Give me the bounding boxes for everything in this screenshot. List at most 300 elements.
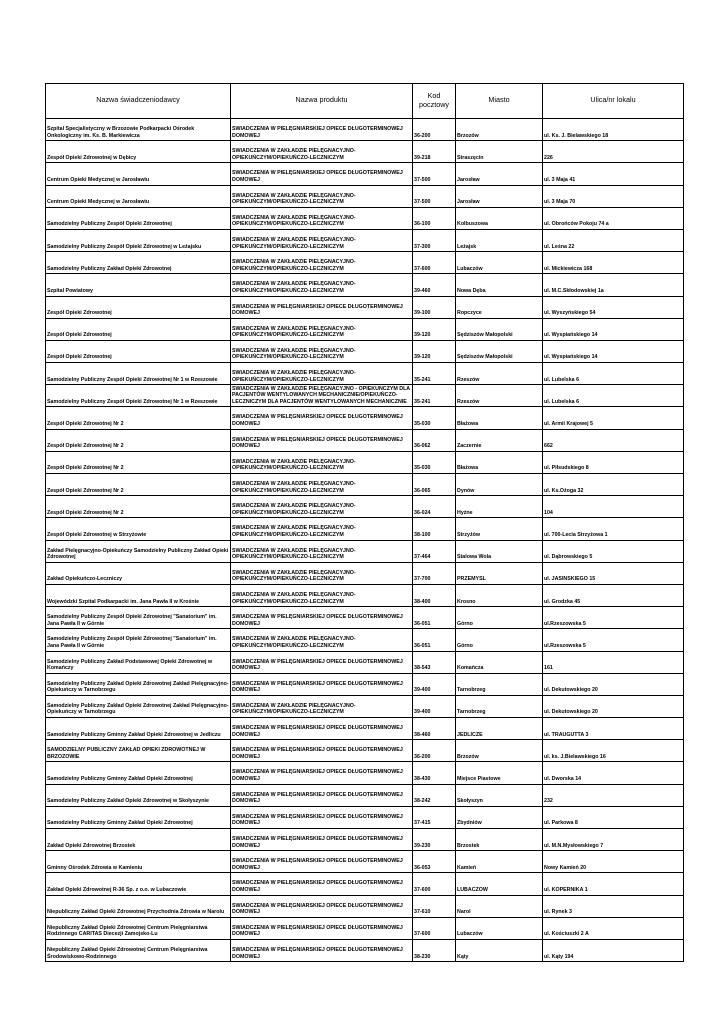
product-cell	[231, 718, 413, 740]
street-cell	[543, 340, 684, 362]
city-cell	[456, 917, 543, 939]
city-cell-text: Jarosław	[457, 199, 480, 206]
postal-code-cell	[413, 607, 456, 629]
product-cell	[231, 540, 413, 562]
city-cell-text: Lubaczów	[457, 931, 483, 938]
postal-code-cell	[413, 584, 456, 606]
postal-code-cell-text: 39-400	[414, 687, 431, 694]
city-cell	[456, 185, 543, 207]
product-cell	[231, 651, 413, 673]
street-cell	[543, 584, 684, 606]
city-cell-text: Rzeszów	[457, 398, 480, 405]
table-row	[46, 651, 684, 673]
postal-code-cell	[413, 429, 456, 451]
product-cell-text: ŚWIADCZENIA W ZAKŁADZIE PIELĘGNACYJNO-OPIEKUŃCZYM/OPIEKUŃCZO-LECZNICZYM	[232, 236, 356, 250]
product-cell-text: ŚWIADCZENIA W PIELĘGNIARSKIEJ OPIECE DŁUGOTERMINOWEJ DOMOWEJ	[232, 880, 403, 893]
city-cell-text: Stalowa Wola	[457, 554, 492, 561]
table-row	[46, 939, 684, 961]
postal-code-cell	[413, 784, 456, 806]
product-cell	[231, 163, 413, 185]
city-cell-text: Rzeszów	[457, 376, 480, 383]
provider-cell	[46, 518, 231, 540]
provider-cell	[46, 429, 231, 451]
street-cell	[543, 119, 684, 141]
table-row	[46, 207, 684, 229]
postal-code-cell-text: 37-600	[414, 886, 431, 893]
street-cell-text: ul. JASIŃSKIEGO 15	[544, 576, 596, 583]
street-cell-text: ul. Ks.Ożoga 32	[544, 487, 584, 494]
postal-code-cell	[413, 718, 456, 740]
street-cell	[543, 141, 684, 163]
street-cell	[543, 318, 684, 340]
city-cell	[456, 518, 543, 540]
provider-cell	[46, 496, 231, 518]
product-cell-text: ŚWIADCZENIA W PIELĘGNIARSKIEJ OPIECE DŁUGOTERMINOWEJ DOMOWEJ	[232, 747, 403, 760]
provider-cell	[46, 784, 231, 806]
provider-cell	[46, 474, 231, 496]
street-cell-text: ul. 3 Maja 41	[544, 176, 576, 183]
street-cell	[543, 185, 684, 207]
street-cell	[543, 252, 684, 274]
postal-code-cell	[413, 851, 456, 873]
postal-code-cell-text: 39-120	[414, 332, 431, 339]
postal-code-cell-text: 38-543	[414, 665, 431, 672]
street-cell	[543, 673, 684, 695]
street-cell-text: Nowy Kamień 20	[544, 864, 587, 871]
table-row	[46, 496, 684, 518]
product-cell	[231, 496, 413, 518]
provider-cell	[46, 451, 231, 473]
table-row	[46, 806, 684, 828]
table-row	[46, 229, 684, 251]
provider-cell-text: Samodzielny Publiczny Zakład Opieki Zdrowotnej Zakład Pielęgnacyjno-Opiekuńczy w Tarnobrzegu	[47, 702, 229, 716]
provider-cell	[46, 363, 231, 385]
table-row	[46, 340, 684, 362]
street-cell	[543, 895, 684, 917]
city-cell	[456, 229, 543, 251]
product-cell-text: ŚWIADCZENIA W PIELĘGNIARSKIEJ OPIECE DŁUGOTERMINOWEJ DOMOWEJ	[232, 658, 403, 672]
postal-code-cell	[413, 185, 456, 207]
product-cell	[231, 141, 413, 163]
street-cell	[543, 229, 684, 251]
table-row	[46, 562, 684, 584]
postal-code-cell	[413, 806, 456, 828]
street-cell	[543, 496, 684, 518]
provider-cell	[46, 762, 231, 784]
provider-cell-text: Zespół Opieki Zdrowotnej Nr 2	[47, 443, 124, 450]
provider-cell	[46, 274, 231, 296]
product-cell-text: ŚWIADCZENIA W ZAKŁADZIE PIELĘGNACYJNO-OPIEKUŃCZYM/OPIEKUŃCZO-LECZNICZYM	[232, 569, 356, 583]
street-cell-text: ul.Rzeszowska 5	[544, 642, 586, 649]
provider-cell-text: Zespół Opieki Zdrowotnej Nr 2	[47, 487, 124, 494]
product-cell	[231, 474, 413, 496]
product-cell	[231, 451, 413, 473]
product-cell	[231, 207, 413, 229]
provider-cell-text: Zespół Opieki Zdrowotnej	[47, 354, 112, 361]
table-row	[46, 119, 684, 141]
table-row	[46, 518, 684, 540]
city-cell-text: Tarnobrzeg	[457, 709, 486, 716]
city-cell-text: Miejsce Piastowe	[457, 776, 501, 783]
product-cell	[231, 185, 413, 207]
city-cell-text: Straszęcin	[457, 154, 484, 161]
city-cell-text: Tarnobrzeg	[457, 687, 486, 694]
city-cell	[456, 163, 543, 185]
city-cell-text: Narol	[457, 909, 471, 916]
city-cell-text: Dynów	[457, 487, 475, 494]
provider-cell	[46, 917, 231, 939]
provider-cell-text: Niepubliczny Zakład Opieki Zdrowotnej Centrum Pielęgniarstwa Rodzinnego CARITAS Diecezji Zamojsko-Lu	[47, 924, 208, 938]
city-cell	[456, 141, 543, 163]
product-cell-text: ŚWIADCZENIA W ZAKŁADZIE PIELĘGNACYJNO-OPIEKUŃCZYM/OPIEKUŃCZO-LECZNICZYM	[232, 148, 356, 161]
product-cell-text: ŚWIADCZENIA W PIELĘGNIARSKIEJ OPIECE DŁUGOTERMINOWEJ DOMOWEJ	[232, 791, 403, 805]
street-cell-text: ul. ks. J.Bielawskiego 16	[544, 753, 606, 760]
provider-cell	[46, 207, 231, 229]
provider-cell	[46, 607, 231, 629]
table-row	[46, 718, 684, 740]
street-cell-text: ul. Mickiewicza 168	[544, 265, 593, 272]
postal-code-cell-text: 36-062	[414, 443, 431, 450]
provider-cell	[46, 651, 231, 673]
street-cell-text: ul. Lubelska 6	[544, 376, 580, 383]
product-cell-text: ŚWIADCZENIA W PIELĘGNIARSKIEJ OPIECE DŁUGOTERMINOWEJ DOMOWEJ	[232, 436, 403, 450]
product-cell-text: ŚWIADCZENIA W ZAKŁADZIE PIELĘGNACYJNO-OPIEKUŃCZYM/OPIEKUŃCZO-LECZNICZYM	[232, 192, 356, 206]
postal-code-cell	[413, 207, 456, 229]
city-cell	[456, 607, 543, 629]
table-row	[46, 451, 684, 473]
product-cell-text: ŚWIADCZENIA W ZAKŁADZIE PIELĘGNACYJNO-OPIEKUŃCZYM/OPIEKUŃCZO-LECZNICZYM	[232, 702, 356, 716]
product-cell-text: ŚWIADCZENIA W ZAKŁADZIE PIELĘGNACYJNO - OPIEKUŃCZYM DLA PACJENTÓW WENTYLOWANYCH MECHANICZNIE/OPIEKUŃCZO-LECZNICZYM DLA PACJENTÓW WENTYLOWANYCH MECHANICZNIE	[232, 385, 410, 405]
table-row	[46, 274, 684, 296]
provider-cell	[46, 407, 231, 429]
provider-cell	[46, 163, 231, 185]
city-cell-text: PRZEMYŚL	[457, 576, 486, 583]
product-cell-text: ŚWIADCZENIA W ZAKŁADZIE PIELĘGNACYJNO-OPIEKUŃCZYM/OPIEKUŃCZO-LECZNICZYM	[232, 525, 356, 538]
street-cell-text: ul. KOPERNIKA 1	[544, 886, 588, 893]
street-cell	[543, 407, 684, 429]
street-cell	[543, 873, 684, 895]
city-cell-text: Górno	[457, 642, 473, 649]
postal-code-cell-text: 37-500	[414, 199, 431, 206]
city-cell-text: Brzostek	[457, 842, 480, 849]
postal-code-cell-text: 35-030	[414, 465, 431, 472]
provider-cell-text: Samodzielny Publiczny Zespół Opieki Zdrowotnej "Sanatorium" im. Jana Pawła II w Górnie	[47, 636, 217, 649]
provider-cell-text: Niepubliczny Zakład Opieki Zdrowotnej Przychodnia Zdrowia w Narolu	[47, 909, 225, 916]
table-row	[46, 784, 684, 806]
provider-cell	[46, 229, 231, 251]
city-cell	[456, 429, 543, 451]
provider-cell-text: Centrum Opieki Medycznej w Jarosławiu	[47, 199, 150, 206]
product-cell-text: ŚWIADCZENIA W PIELĘGNIARSKIEJ OPIECE DŁUGOTERMINOWEJ DOMOWEJ	[232, 946, 403, 960]
table-row	[46, 185, 684, 207]
postal-code-cell	[413, 496, 456, 518]
product-cell	[231, 939, 413, 961]
provider-cell	[46, 829, 231, 851]
provider-cell-text: Samodzielny Publiczny Zespół Opieki Zdrowotnej Nr 1 w Rzeszowie	[47, 398, 218, 405]
city-cell-text: Górno	[457, 620, 473, 627]
product-cell-text: ŚWIADCZENIA W PIELĘGNIARSKIEJ OPIECE DŁUGOTERMINOWEJ DOMOWEJ	[232, 924, 403, 938]
product-cell-text: ŚWIADCZENIA W ZAKŁADZIE PIELĘGNACYJNO-OPIEKUŃCZYM/OPIEKUŃCZO-LECZNICZYM	[232, 547, 356, 561]
postal-code-cell	[413, 695, 456, 717]
postal-code-cell-text: 36-024	[414, 509, 431, 516]
city-cell	[456, 784, 543, 806]
street-cell-text: ul. Wyspiańskiego 14	[544, 332, 598, 339]
city-cell	[456, 385, 543, 407]
product-cell-text: ŚWIADCZENIA W PIELĘGNIARSKIEJ OPIECE DŁUGOTERMINOWEJ DOMOWEJ	[232, 769, 403, 783]
provider-cell	[46, 340, 231, 362]
postal-code-cell-text: 38-230	[414, 953, 431, 960]
city-cell-text: Kamień	[457, 864, 477, 871]
product-cell	[231, 407, 413, 429]
city-cell	[456, 562, 543, 584]
postal-code-cell-text: 37-415	[414, 820, 431, 827]
city-cell-text: Skołyszyn	[457, 798, 483, 805]
city-cell	[456, 740, 543, 762]
product-cell-text: ŚWIADCZENIA W PIELĘGNIARSKIEJ OPIECE DŁUGOTERMINOWEJ DOMOWEJ	[232, 680, 403, 694]
postal-code-cell-text: 37-610	[414, 909, 431, 916]
provider-cell-text: Centrum Opieki Medycznej w Jarosławiu	[47, 176, 150, 183]
postal-code-cell-text: 36-100	[414, 221, 431, 228]
city-cell	[456, 318, 543, 340]
postal-code-cell-text: 37-300	[414, 243, 431, 250]
street-cell	[543, 518, 684, 540]
street-cell	[543, 474, 684, 496]
provider-cell-text: Niepubliczny Zakład Opieki Zdrowotnej Centrum Pielęgniarstwa Środowiskowo-Rodzinnego	[47, 946, 208, 960]
city-cell-text: Kąty	[457, 953, 469, 960]
product-cell	[231, 274, 413, 296]
table-row	[46, 895, 684, 917]
postal-code-cell	[413, 673, 456, 695]
provider-cell-text: Samodzielny Publiczny Zakład Opieki Zdrowotnej Zakład Pielęgnacyjno-Opiekuńczy w Tarnobrzegu	[47, 680, 229, 694]
product-cell-text: ŚWIADCZENIA W ZAKŁADZIE PIELĘGNACYJNO-OPIEKUŃCZYM/OPIEKUŃCZO-LECZNICZYM	[232, 347, 356, 361]
street-cell-text: ul. Piłsudskiego 8	[544, 465, 589, 472]
street-cell	[543, 385, 684, 407]
table-row	[46, 851, 684, 873]
table-row	[46, 540, 684, 562]
provider-cell	[46, 584, 231, 606]
postal-code-cell-text: 39-100	[414, 310, 431, 317]
street-cell	[543, 296, 684, 318]
table-row	[46, 318, 684, 340]
provider-cell-text: Zespół Opieki Zdrowotnej	[47, 332, 112, 339]
postal-code-cell	[413, 318, 456, 340]
postal-code-cell	[413, 917, 456, 939]
postal-code-cell	[413, 141, 456, 163]
postal-code-cell-text: 39-230	[414, 842, 431, 849]
provider-cell-text: Zespół Opieki Zdrowotnej Nr 2	[47, 465, 124, 472]
provider-cell-text: Szpital Specjalistyczny w Brzozowie Podkarpacki Ośrodek Onkologiczny im. Ks. B. Markiewicza	[47, 126, 195, 139]
street-cell	[543, 429, 684, 451]
provider-cell-text: Zespół Opieki Zdrowotnej	[47, 310, 112, 317]
postal-code-cell	[413, 651, 456, 673]
city-cell	[456, 718, 543, 740]
street-cell	[543, 939, 684, 961]
product-cell-text: ŚWIADCZENIA W PIELĘGNIARSKIEJ OPIECE DŁUGOTERMINOWEJ DOMOWEJ	[232, 858, 403, 871]
street-cell	[543, 740, 684, 762]
product-cell-text: ŚWIADCZENIA W PIELĘGNIARSKIEJ OPIECE DŁUGOTERMINOWEJ DOMOWEJ	[232, 836, 403, 849]
city-cell-text: Nowa Dęba	[457, 287, 486, 294]
provider-cell	[46, 740, 231, 762]
product-cell	[231, 340, 413, 362]
city-cell	[456, 296, 543, 318]
provider-cell	[46, 873, 231, 895]
provider-cell	[46, 673, 231, 695]
city-cell-text: Lubaczów	[457, 265, 483, 272]
provider-cell-text: Samodzielny Publiczny Zespół Opieki Zdrowotnej w Leżajsku	[47, 243, 202, 250]
street-cell-text: ul. Dąbrowskiego 5	[544, 554, 593, 561]
street-cell	[543, 718, 684, 740]
city-cell-text: Zbydniów	[457, 820, 482, 827]
postal-code-cell-text: 36-200	[414, 132, 431, 139]
city-cell	[456, 363, 543, 385]
street-cell	[543, 363, 684, 385]
city-cell	[456, 274, 543, 296]
street-cell-text: ul. 700-Lecia Strzyżowa 1	[544, 531, 608, 538]
provider-cell-text: Samodzielny Publiczny Zespół Opieki Zdrowotnej	[47, 221, 172, 228]
product-cell-text: ŚWIADCZENIA W PIELĘGNIARSKIEJ OPIECE DŁUGOTERMINOWEJ DOMOWEJ	[232, 902, 403, 916]
product-cell	[231, 607, 413, 629]
street-cell-text: 232	[544, 798, 553, 805]
city-cell-text: Jarosław	[457, 176, 480, 183]
postal-code-cell-text: 38-430	[414, 776, 431, 783]
product-cell-text: ŚWIADCZENIA W ZAKŁADZIE PIELĘGNACYJNO-OPIEKUŃCZYM/OPIEKUŃCZO-LECZNICZYM	[232, 370, 356, 383]
product-cell-text: ŚWIADCZENIA W PIELĘGNIARSKIEJ OPIECE DŁUGOTERMINOWEJ DOMOWEJ	[232, 813, 403, 827]
postal-code-cell-text: 38-242	[414, 798, 431, 805]
postal-code-cell-text: 37-600	[414, 931, 431, 938]
city-cell-text: Błażowa	[457, 465, 479, 472]
street-cell-text: 161	[544, 665, 553, 672]
street-cell-text: ul. Wyspiańskiego 14	[544, 354, 598, 361]
product-cell	[231, 296, 413, 318]
street-cell-text: ul.Rzeszowska 5	[544, 620, 586, 627]
provider-cell-text: Zakład Opiekuńczo-Leczniczy	[47, 576, 123, 583]
product-cell	[231, 518, 413, 540]
provider-cell	[46, 540, 231, 562]
postal-code-cell-text: 36-200	[414, 753, 431, 760]
city-cell	[456, 673, 543, 695]
provider-cell-text: Zespół Opieki Zdrowotnej w Strzyżowie	[47, 531, 147, 538]
product-cell	[231, 740, 413, 762]
street-cell	[543, 607, 684, 629]
table-row	[46, 429, 684, 451]
postal-code-cell	[413, 829, 456, 851]
postal-code-cell-text: 39-400	[414, 709, 431, 716]
postal-code-cell	[413, 895, 456, 917]
product-cell	[231, 562, 413, 584]
header-street: Ulica/nr lokalu	[543, 84, 684, 119]
table-row	[46, 296, 684, 318]
product-cell-text: ŚWIADCZENIA W ZAKŁADZIE PIELĘGNACYJNO-OPIEKUŃCZYM/OPIEKUŃCZO-LECZNICZYM	[232, 458, 356, 472]
postal-code-cell-text: 37-500	[414, 176, 431, 183]
postal-code-cell	[413, 119, 456, 141]
city-cell	[456, 895, 543, 917]
street-cell	[543, 829, 684, 851]
postal-code-cell-text: 37-700	[414, 576, 431, 583]
product-cell	[231, 629, 413, 651]
postal-code-cell	[413, 540, 456, 562]
street-cell-text: ul. M.N.Mysłowskiego 7	[544, 842, 604, 849]
postal-code-cell-text: 36-065	[414, 487, 431, 494]
provider-table	[45, 83, 684, 962]
city-cell-text: Leżajsk	[457, 243, 477, 250]
table-body	[46, 119, 684, 962]
provider-cell-text: Samodzielny Publiczny Zakład Podstawowej Opieki Zdrowotnej w Komańczy	[47, 658, 213, 672]
city-cell	[456, 474, 543, 496]
street-cell	[543, 806, 684, 828]
product-cell	[231, 784, 413, 806]
provider-cell	[46, 296, 231, 318]
street-cell	[543, 207, 684, 229]
postal-code-cell-text: 35-030	[414, 421, 431, 428]
city-cell	[456, 829, 543, 851]
street-cell	[543, 562, 684, 584]
city-cell	[456, 584, 543, 606]
table-row	[46, 141, 684, 163]
city-cell-text: Komańcza	[457, 665, 484, 672]
table-row	[46, 584, 684, 606]
product-cell	[231, 829, 413, 851]
product-cell-text: ŚWIADCZENIA W ZAKŁADZIE PIELĘGNACYJNO-OPIEKUŃCZYM/OPIEKUŃCZO-LECZNICZYM	[232, 481, 356, 494]
city-cell-text: Zaczernie	[457, 443, 482, 450]
table-row	[46, 385, 684, 407]
product-cell-text: ŚWIADCZENIA W ZAKŁADZIE PIELĘGNACYJNO-OPIEKUŃCZYM/OPIEKUŃCZO-LECZNICZYM	[232, 325, 356, 339]
city-cell	[456, 119, 543, 141]
street-cell	[543, 695, 684, 717]
product-cell	[231, 363, 413, 385]
street-cell	[543, 762, 684, 784]
header-row	[46, 84, 684, 119]
street-cell-text: ul. Kąty 194	[544, 953, 574, 960]
city-cell	[456, 496, 543, 518]
provider-cell-text: SAMODZIELNY PUBLICZNY ZAKŁAD OPIEKI ZDROWOTNEJ W BRZOZOWIE	[47, 747, 206, 760]
provider-cell-text: Zespół Opieki Zdrowotnej w Dębicy	[47, 154, 137, 161]
street-cell-text: 662	[544, 443, 553, 450]
table-row	[46, 695, 684, 717]
table-row	[46, 629, 684, 651]
postal-code-cell	[413, 363, 456, 385]
product-cell-text: ŚWIADCZENIA W PIELĘGNIARSKIEJ OPIECE DŁUGOTERMINOWEJ DOMOWEJ	[232, 170, 403, 183]
street-cell-text: ul. Parkowa 8	[544, 820, 578, 827]
postal-code-cell	[413, 873, 456, 895]
street-cell-text: ul. Ks. J. Bielawskiego 18	[544, 132, 609, 139]
street-cell	[543, 651, 684, 673]
provider-cell	[46, 141, 231, 163]
product-cell	[231, 584, 413, 606]
product-cell-text: ŚWIADCZENIA W ZAKŁADZIE PIELĘGNACYJNO-OPIEKUŃCZYM/OPIEKUŃCZO-LECZNICZYM	[232, 636, 356, 649]
postal-code-cell	[413, 296, 456, 318]
postal-code-cell	[413, 474, 456, 496]
provider-cell	[46, 252, 231, 274]
provider-cell-text: Zakład Pielęgnacyjno-Opiekuńczy Samodzielny Publiczny Zakład Opieki Zdrowotnej	[47, 547, 229, 561]
postal-code-cell	[413, 385, 456, 407]
provider-cell-text: Samodzielny Publiczny Zakład Opieki Zdrowotnej w Skołyszynie	[47, 798, 209, 805]
city-cell-text: Krosno	[457, 598, 476, 605]
postal-code-cell-text: 35-241	[414, 398, 431, 405]
product-cell	[231, 229, 413, 251]
product-cell	[231, 252, 413, 274]
street-cell	[543, 917, 684, 939]
city-cell-text: Brzozów	[457, 753, 479, 760]
city-cell	[456, 762, 543, 784]
street-cell-text: ul. TRAUGUTTA 3	[544, 731, 589, 738]
postal-code-cell	[413, 340, 456, 362]
provider-cell	[46, 695, 231, 717]
city-cell-text: JEDLICZE	[457, 731, 483, 738]
provider-cell	[46, 939, 231, 961]
postal-code-cell-text: 36-053	[414, 864, 431, 871]
city-cell-text: LUBACZÓW	[457, 886, 488, 893]
city-cell-text: Ropczyce	[457, 310, 482, 317]
